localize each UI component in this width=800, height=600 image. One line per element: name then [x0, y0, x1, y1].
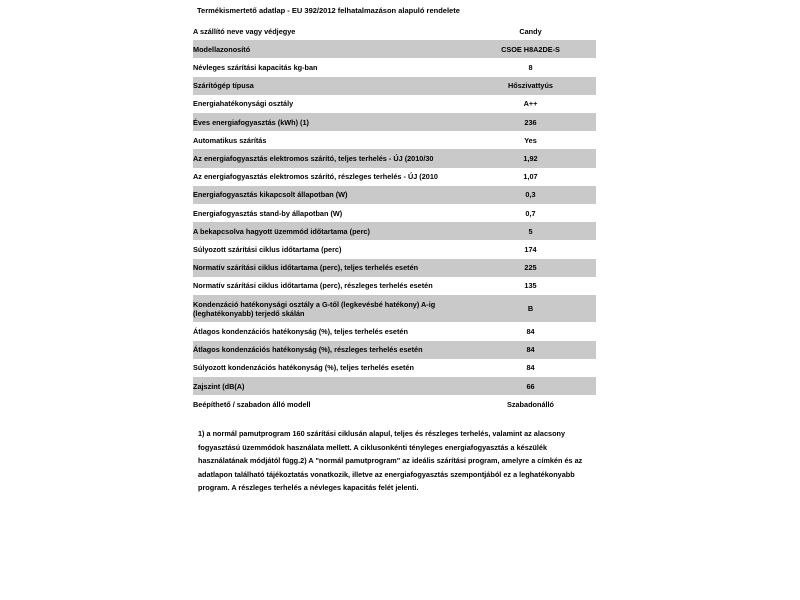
table-row [193, 95, 596, 113]
row-label: Kondenzáció hatékonysági osztály a G-től (legkevésbé hatékony) A-ig (leghatékonyabb) terjedő skálán [193, 295, 465, 322]
table-row [193, 240, 596, 258]
row-value: B [465, 295, 596, 322]
table-row [193, 295, 596, 322]
row-label: Szárítógép típusa [193, 77, 465, 95]
table-row [193, 222, 596, 240]
row-value: 5 [465, 222, 596, 240]
row-value: 0,3 [465, 186, 596, 204]
row-value: Szabadonálló [465, 395, 596, 413]
page-title: Termékismertető adatlap - EU 392/2012 felhatalmazáson alapuló rendelete [193, 0, 596, 22]
table-row [193, 377, 596, 395]
row-value: 84 [465, 359, 596, 377]
row-value: Yes [465, 131, 596, 149]
row-value: Candy [465, 22, 596, 40]
row-label: Energiahatékonysági osztály [193, 95, 465, 113]
row-value: Hőszivattyús [465, 77, 596, 95]
row-label: Átlagos kondenzációs hatékonyság (%), részleges terhelés esetén [193, 341, 465, 359]
table-row [193, 149, 596, 167]
table-row [193, 168, 596, 186]
row-label: Súlyozott kondenzációs hatékonyság (%), teljes terhelés esetén [193, 359, 465, 377]
table-row [193, 322, 596, 340]
row-label: Az energiafogyasztás elektromos szárító, teljes terhelés - ÚJ (2010/30 [193, 149, 465, 167]
table-row [193, 77, 596, 95]
row-value: 225 [465, 259, 596, 277]
table-body [193, 22, 596, 413]
row-label: Névleges szárítási kapacitás kg-ban [193, 58, 465, 76]
row-value: 8 [465, 58, 596, 76]
table-row [193, 341, 596, 359]
row-label: Normatív szárítási ciklus időtartama (perc), teljes terhelés esetén [193, 259, 465, 277]
table-row [193, 359, 596, 377]
row-label: Átlagos kondenzációs hatékonyság (%), teljes terhelés esetén [193, 322, 465, 340]
row-label: Automatikus szárítás [193, 131, 465, 149]
table-row [193, 186, 596, 204]
row-label: Beépíthető / szabadon álló modell [193, 395, 465, 413]
table-row [193, 58, 596, 76]
row-value: 1,92 [465, 149, 596, 167]
table-row [193, 113, 596, 131]
row-label: A bekapcsolva hagyott üzemmód időtartama (perc) [193, 222, 465, 240]
table-row [193, 277, 596, 295]
row-label: A szállító neve vagy védjegye [193, 22, 465, 40]
table-row [193, 131, 596, 149]
row-value: 1,07 [465, 168, 596, 186]
row-label: Zajszint (dB(A) [193, 377, 465, 395]
row-value: CSOE H8A2DE-S [465, 40, 596, 58]
row-value: 0,7 [465, 204, 596, 222]
table-row [193, 259, 596, 277]
row-value: 84 [465, 322, 596, 340]
table-row [193, 40, 596, 58]
row-label: Modellazonosító [193, 40, 465, 58]
row-value: 236 [465, 113, 596, 131]
product-fiche [193, 0, 596, 495]
row-label: Energiafogyasztás stand-by állapotban (W) [193, 204, 465, 222]
row-label: Az energiafogyasztás elektromos szárító, részleges terhelés - ÚJ (2010 [193, 168, 465, 186]
row-label: Energiafogyasztás kikapcsolt állapotban (W) [193, 186, 465, 204]
table-row [193, 204, 596, 222]
footnote-text: 1) a normál pamutprogram 160 szárítási ciklusán alapul, teljes és részleges terhelés, valamint az alacsony fogyasztású üzemmódok használata mellett. A ciklusonkénti tényleges energiafogyasztás a készülék használatának módjától függ.2) A "normál pamutprogram" az ideális szárítási program, amelyre a címkén és az adatlapon található tájékoztatás vonatkozik, illetve az energiafogyasztás szempontjából ez a leghatékonyabb program. A részleges terhelés a névleges kapacitás felét jelenti. [198, 429, 583, 493]
row-value: 66 [465, 377, 596, 395]
row-value: 84 [465, 341, 596, 359]
row-label: Éves energiafogyasztás (kWh) (1) [193, 113, 465, 131]
row-label: Súlyozott szárítási ciklus időtartama (perc) [193, 240, 465, 258]
row-value: A++ [465, 95, 596, 113]
row-value: 174 [465, 240, 596, 258]
table-row [193, 22, 596, 40]
product-fiche-table [193, 22, 596, 413]
table-row [193, 395, 596, 413]
row-value: 135 [465, 277, 596, 295]
row-label: Normatív szárítási ciklus időtartama (perc), részleges terhelés esetén [193, 277, 465, 295]
